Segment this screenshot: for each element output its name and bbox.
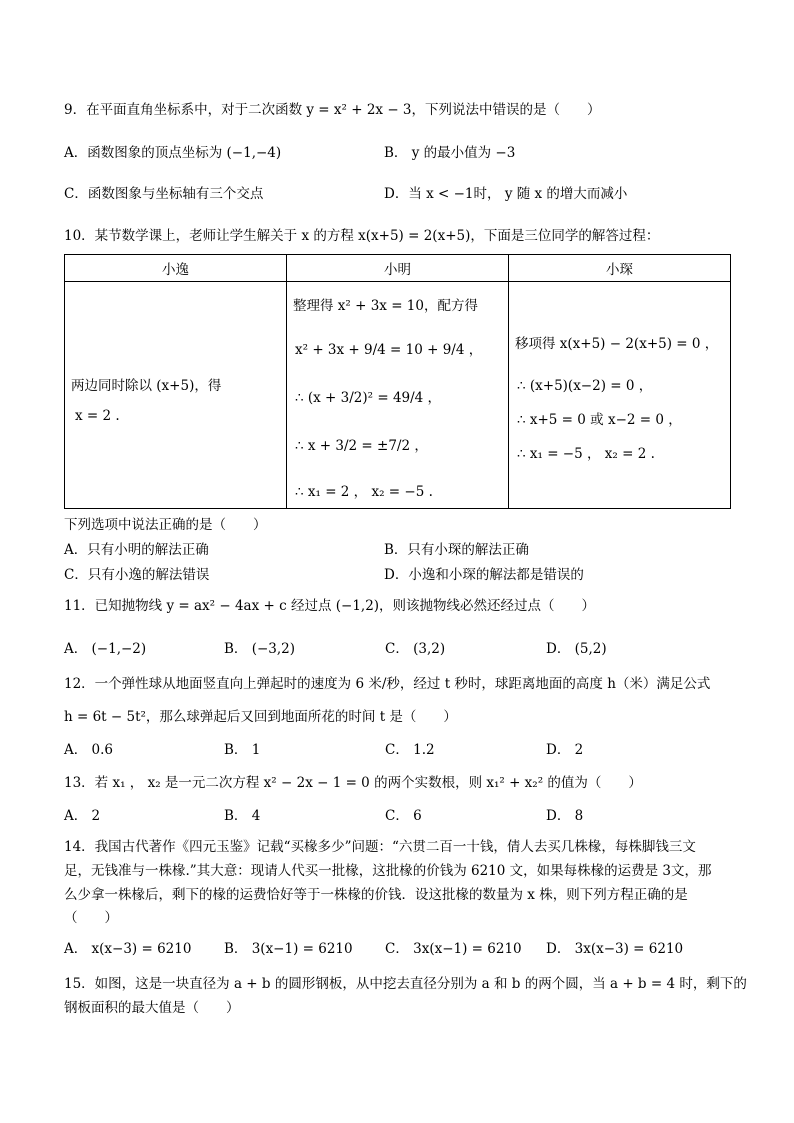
q9-option-d: D．当 x < −1时， y 随 x 的增大而减小	[384, 186, 628, 202]
solution-line: ∴ x + 3/2 = ±7/2 ，	[295, 438, 428, 454]
table-header-xiaochen: 小琛	[509, 255, 731, 282]
solution-line: ∴ x₁ = 2 ， x₂ = −5 .	[295, 484, 433, 500]
q13-option-c: C． 6	[385, 808, 422, 824]
solution-line: 两边同时除以 (x+5)，得	[71, 378, 222, 394]
q12-option-b: B． 1	[224, 742, 261, 758]
q11-option-d: D． (5,2)	[546, 641, 607, 657]
q14-option-c: C． 3x(x−1) = 6210	[385, 941, 522, 957]
q12-stem-line2: h = 6t − 5t²，那么球弹起后又回到地面所花的时间 t 是（ ）	[64, 709, 457, 725]
q10-ask: 下列选项中说法正确的是（ ）	[64, 517, 267, 533]
q13-option-b: B． 4	[224, 808, 261, 824]
q14-line1: 14．我国古代著作《四元玉鉴》记载“买椽多少”问题：“六贯二百一十钱，倩人去买几株椽，每株脚钱三文	[64, 839, 696, 855]
q13-stem: 13．若 x₁ ， x₂ 是一元二次方程 x² − 2x − 1 = 0 的两个实数根，则 x₁² + x₂² 的值为（ ）	[64, 775, 642, 791]
q15-line2: 钢板面积的最大值是（ ）	[64, 1000, 240, 1016]
q12-stem-line1: 12．一个弹性球从地面竖直向上弹起时的速度为 6 米/秒，经过 t 秒时，球距离地面的高度 h（米）满足公式	[64, 676, 711, 692]
solution-line: 整理得 x² + 3x = 10，配方得	[293, 298, 478, 314]
q14-option-a: A． x(x−3) = 6210	[64, 941, 192, 957]
q14-line2: 足，无钱准与一株椽.”其大意：现请人代买一批椽，这批椽的价钱为 6210 文，如果每株椽的运费是 3文，那	[64, 863, 712, 879]
solution-line: ∴ x₁ = −5 ， x₂ = 2 .	[517, 446, 655, 462]
q11-option-b: B． (−3,2)	[224, 641, 296, 657]
xiaoming-solution	[287, 282, 509, 509]
q13-option-a: A． 2	[64, 808, 101, 824]
q13-option-d: D． 8	[546, 808, 584, 824]
q10-option-c: C．只有小逸的解法错误	[64, 567, 210, 583]
q9-option-b: B． y 的最小值为 −3	[384, 145, 516, 161]
xiaoyi-solution	[65, 282, 287, 509]
table-header-xiaoyi: 小逸	[65, 255, 287, 282]
q11-option-c: C． (3,2)	[385, 641, 446, 657]
table-header-xiaoming: 小明	[287, 255, 509, 282]
q9-option-a: A．函数图象的顶点坐标为 (−1,−4)	[64, 145, 282, 161]
q15-line1: 15．如图，这是一块直径为 a + b 的圆形钢板，从中挖去直径分别为 a 和 b 的两个圆，当 a + b = 4 时，剩下的	[64, 976, 747, 992]
q14-option-d: D． 3x(x−3) = 6210	[546, 941, 684, 957]
solution-line: x² + 3x + 9/4 = 10 + 9/4 ，	[295, 342, 483, 358]
q14-line3: 么少拿一株椽后，剩下的椽的运费恰好等于一株椽的价钱．设这批椽的数量为 x 株，则下列方程正确的是	[64, 887, 688, 903]
q10-option-a: A．只有小明的解法正确	[64, 542, 209, 558]
q14-line4: （ ）	[64, 910, 118, 926]
xiaochen-solution	[509, 282, 731, 509]
q11-stem: 11．已知抛物线 y = ax² − 4ax + c 经过点 (−1,2)，则该抛物线必然还经过点（ ）	[64, 598, 596, 614]
q12-option-c: C． 1.2	[385, 742, 435, 758]
q11-option-a: A． (−1,−2)	[64, 641, 147, 657]
q10-stem: 10．某节数学课上，老师让学生解关于 x 的方程 x(x+5) = 2(x+5)，下面是三位同学的解答过程：	[64, 228, 660, 244]
solution-line: ∴ (x + 3/2)² = 49/4 ，	[295, 390, 442, 406]
solution-line: x = 2 .	[75, 408, 120, 424]
solution-table	[64, 254, 731, 509]
q10-option-d: D．小逸和小琛的解法都是错误的	[384, 567, 584, 583]
q9-stem: 9．在平面直角坐标系中，对于二次函数 y = x² + 2x − 3，下列说法中错误的是（ ）	[64, 102, 601, 118]
q10-option-b: B．只有小琛的解法正确	[384, 542, 529, 558]
q12-option-d: D． 2	[546, 742, 584, 758]
q9-option-c: C．函数图象与坐标轴有三个交点	[64, 186, 264, 202]
q14-option-b: B． 3(x−1) = 6210	[224, 941, 353, 957]
q12-option-a: A． 0.6	[64, 742, 114, 758]
solution-line: ∴ (x+5)(x−2) = 0 ，	[517, 378, 653, 394]
solution-line: ∴ x+5 = 0 或 x−2 = 0 ，	[517, 412, 682, 428]
solution-line: 移项得 x(x+5) − 2(x+5) = 0 ，	[515, 336, 719, 352]
